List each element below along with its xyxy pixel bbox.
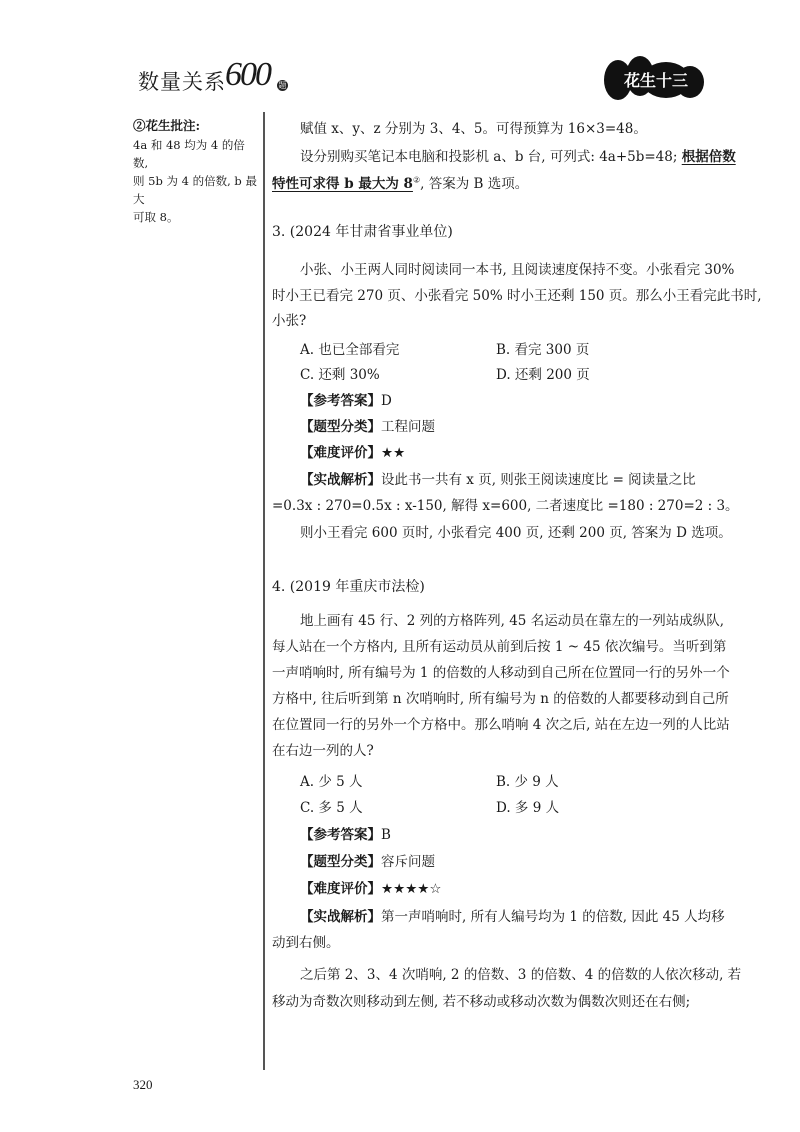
difficulty-stars: ★★★★☆ (381, 881, 442, 897)
book-title-badge: 题 (278, 81, 287, 90)
analysis-label: 【实战解析】 (300, 909, 381, 925)
intro-line (272, 172, 528, 192)
option-d: D. 还剩 200 页 (496, 367, 590, 383)
type-row (300, 850, 435, 870)
intro-text: 设分别购买笔记本电脑和投影机 a、b 台, 可列式: 4a+5b=48; (300, 149, 682, 165)
margin-divider (263, 112, 265, 1070)
option-a: A. 也已全部看完 (300, 342, 400, 358)
annotation-line: 则 5b 为 4 的倍数, b 最大 (133, 174, 257, 206)
analysis-line: 动到右侧。 (272, 935, 340, 951)
annotation-line: 可取 8。 (133, 210, 179, 224)
publisher-logo (596, 50, 706, 106)
type-value: 容斥问题 (381, 854, 435, 870)
question-heading: 3. (2024 年甘肃省事业单位) (272, 224, 453, 240)
option-a: A. 少 5 人 (300, 774, 363, 790)
analysis-line: 之后第 2、3、4 次哨响, 2 的倍数、3 的倍数、4 的倍数的人依次移动, 若 (300, 967, 742, 983)
option-c: C. 多 5 人 (300, 800, 363, 816)
annotation-title: ②花生批注: (133, 118, 201, 133)
type-label: 【题型分类】 (300, 854, 381, 870)
answer-row (300, 389, 392, 409)
annotation-ref: ② (412, 175, 421, 185)
type-label: 【题型分类】 (300, 419, 381, 435)
intro-emphasis: 特性可求得 b 最大为 8 (272, 176, 413, 192)
answer-row (300, 823, 391, 843)
answer-label: 【参考答案】 (300, 827, 381, 843)
difficulty-label: 【难度评价】 (300, 881, 381, 897)
analysis-line (300, 905, 725, 925)
analysis-line: 则小王看完 600 页时, 小张看完 400 页, 还剩 200 页, 答案为 D 选项。 (300, 525, 732, 541)
question-stem-line: 在位置同一行的另外一个方格中。那么哨响 4 次之后, 站在左边一列的人比站 (272, 717, 730, 733)
option-c: C. 还剩 30% (300, 367, 380, 383)
analysis-line (300, 468, 696, 488)
answer-label: 【参考答案】 (300, 393, 381, 409)
option-b: B. 少 9 人 (496, 774, 559, 790)
annotation-note (133, 136, 258, 226)
analysis-label: 【实战解析】 (300, 472, 381, 488)
option-d: D. 多 9 人 (496, 800, 560, 816)
difficulty-stars: ★★ (381, 445, 406, 461)
analysis-line: 移动为奇数次则移动到左侧, 若不移动或移动次数为偶数次则还在右侧; (272, 994, 691, 1010)
question-stem-line: 在右边一列的人? (272, 743, 374, 759)
analysis-text: 设此书一共有 x 页, 则张王阅读速度比 = 阅读量之比 (381, 472, 696, 488)
question-stem-line: 时小王已看完 270 页、小张看完 50% 时小王还剩 150 页。那么小王看完此书时, (272, 288, 762, 304)
page-number: 320 (133, 1077, 153, 1092)
difficulty-row (300, 441, 405, 461)
question-stem-line: 每人站在一个方格内, 且所有运动员从前到后按 1 ~ 45 依次编号。当听到第 (272, 639, 727, 655)
annotation-line: 4a 和 48 均为 4 的倍数, (133, 138, 245, 170)
intro-text: , 答案为 B 选项。 (420, 176, 529, 192)
difficulty-label: 【难度评价】 (300, 445, 381, 461)
answer-value: D (381, 393, 392, 409)
difficulty-row (300, 877, 442, 897)
option-b: B. 看完 300 页 (496, 342, 590, 358)
intro-emphasis: 根据倍数 (681, 149, 736, 165)
question-heading: 4. (2019 年重庆市法检) (272, 579, 425, 595)
answer-value: B (381, 827, 391, 843)
intro-line (300, 145, 736, 165)
book-title: 数量关系 (138, 70, 226, 94)
logo-text: 花生十三 (624, 71, 689, 90)
intro-line: 赋值 x、y、z 分别为 3、4、5。可得预算为 16×3=48。 (300, 121, 647, 137)
analysis-line: =0.3x : 270=0.5x : x-150, 解得 x=600, 二者速度比 =180 : 270=2 : 3。 (272, 498, 739, 514)
question-stem-line: 小张? (272, 313, 307, 329)
question-stem-line: 方格中, 往后听到第 n 次哨响时, 所有编号为 n 的倍数的人都要移动到自己所 (272, 691, 729, 707)
question-stem-line: 小张、小王两人同时阅读同一本书, 且阅读速度保持不变。小张看完 30% (300, 262, 735, 278)
type-row (300, 415, 435, 435)
analysis-text: 第一声哨响时, 所有人编号均为 1 的倍数, 因此 45 人均移 (381, 909, 725, 925)
book-title-number: 600 (225, 56, 270, 93)
question-stem-line: 一声哨响时, 所有编号为 1 的倍数的人移动到自己所在位置同一行的另外一个 (272, 665, 730, 681)
question-stem-line: 地上画有 45 行、2 列的方格阵列, 45 名运动员在靠左的一列站成纵队, (300, 613, 724, 629)
type-value: 工程问题 (381, 419, 435, 435)
